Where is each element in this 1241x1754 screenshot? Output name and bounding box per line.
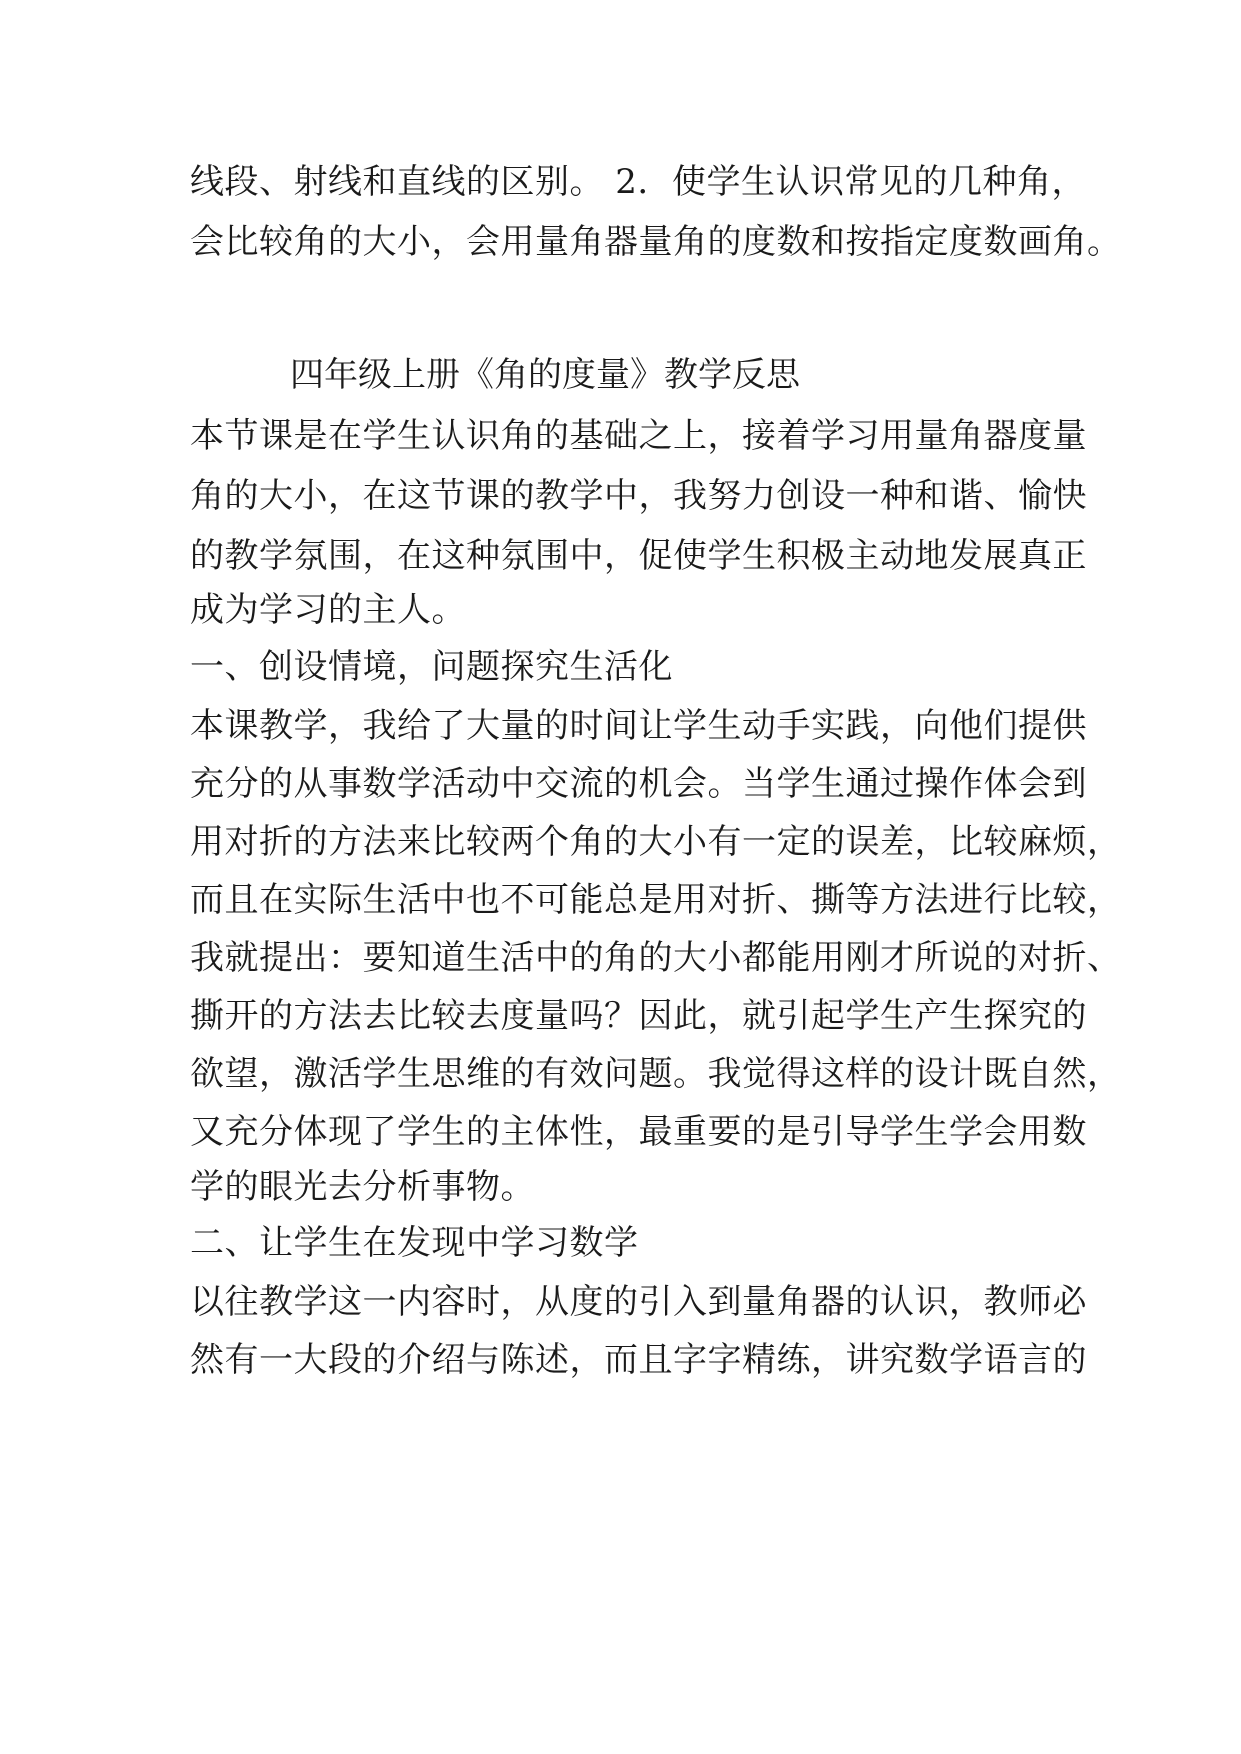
text-line: 欲望，激活学生思维的有效问题。我觉得这样的设计既自然， — [190, 1054, 1122, 1094]
text-line: 用对折的方法来比较两个角的大小有一定的误差，比较麻烦， — [190, 822, 1122, 862]
text-line: 会比较角的大小，会用量角器量角的度数和按指定度数画角。 — [190, 222, 1122, 262]
text-line: 撕开的方法去比较去度量吗？因此，就引起学生产生探究的 — [190, 996, 1087, 1036]
text-line: 成为学习的主人。 — [190, 590, 466, 630]
text-line: 我就提出：要知道生活中的角的大小都能用刚才所说的对折、 — [190, 938, 1122, 978]
text-line: 然有一大段的介绍与陈述，而且字字精练，讲究数学语言的 — [190, 1340, 1087, 1380]
text-line: 又充分体现了学生的主体性，最重要的是引导学生学会用数 — [190, 1112, 1087, 1152]
text-line: 本节课是在学生认识角的基础之上，接着学习用量角器度量 — [190, 416, 1087, 456]
document-title: 四年级上册《角的度量》教学反思 — [290, 355, 800, 395]
text-line: 角的大小，在这节课的教学中，我努力创设一种和谐、愉快 — [190, 476, 1087, 516]
section-heading: 二、让学生在发现中学习数学 — [190, 1223, 639, 1263]
text-line: 本课教学，我给了大量的时间让学生动手实践，向他们提供 — [190, 706, 1087, 746]
section-heading: 一、创设情境，问题探究生活化 — [190, 647, 673, 687]
text-line: 而且在实际生活中也不可能总是用对折、撕等方法进行比较， — [190, 880, 1122, 920]
text-line: 的教学氛围，在这种氛围中，促使学生积极主动地发展真正 — [190, 536, 1087, 576]
text-line: 学的眼光去分析事物。 — [190, 1167, 535, 1207]
text-line: 线段、射线和直线的区别。 2．使学生认识常见的几种角， — [190, 162, 1086, 202]
text-line: 充分的从事数学活动中交流的机会。当学生通过操作体会到 — [190, 764, 1087, 804]
text-line: 以往教学这一内容时，从度的引入到量角器的认识，教师必 — [190, 1282, 1087, 1322]
